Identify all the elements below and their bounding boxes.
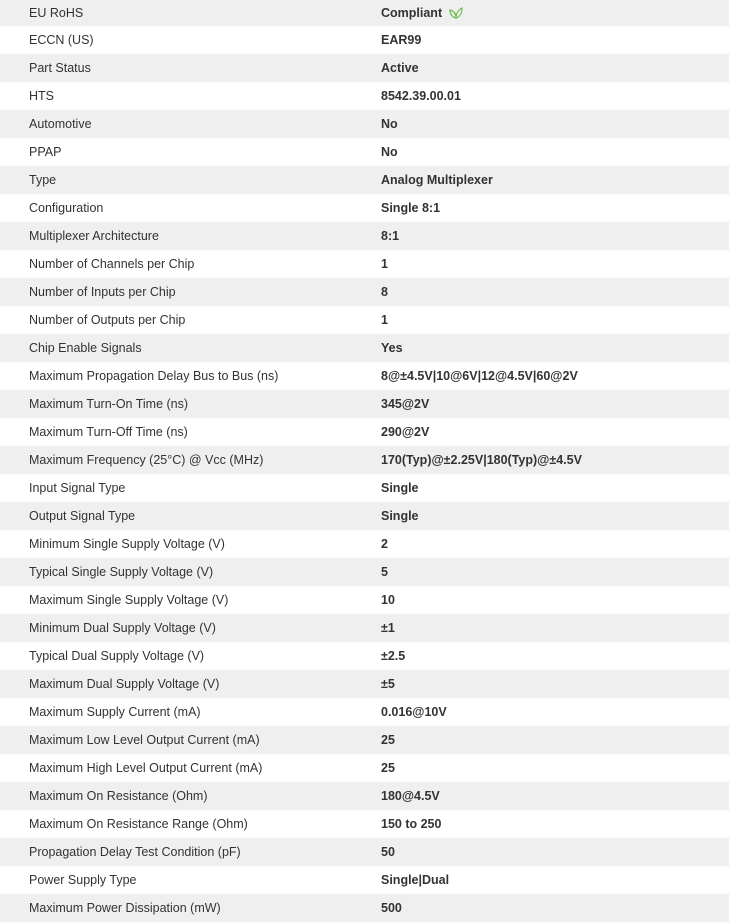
- spec-value: 8@±4.5V|10@6V|12@4.5V|60@2V: [381, 362, 729, 390]
- spec-value: 8: [381, 278, 729, 306]
- spec-value: Yes: [381, 334, 729, 362]
- spec-label: Maximum Supply Current (mA): [0, 698, 381, 726]
- spec-value: 50: [381, 838, 729, 866]
- spec-row: [0, 502, 729, 530]
- spec-label: Maximum Single Supply Voltage (V): [0, 586, 381, 614]
- spec-row: [0, 222, 729, 250]
- spec-label: Minimum Dual Supply Voltage (V): [0, 614, 381, 642]
- spec-value: 150 to 250: [381, 810, 729, 838]
- spec-row: [0, 278, 729, 306]
- spec-row: [0, 614, 729, 642]
- spec-label: Power Supply Type: [0, 866, 381, 894]
- spec-value: 2: [381, 530, 729, 558]
- spec-label: HTS: [0, 82, 381, 110]
- spec-label: Maximum On Resistance Range (Ohm): [0, 810, 381, 838]
- spec-row: [0, 642, 729, 670]
- spec-label: Automotive: [0, 110, 381, 138]
- spec-value: 180@4.5V: [381, 782, 729, 810]
- spec-value: ±5: [381, 670, 729, 698]
- spec-value: 25: [381, 754, 729, 782]
- spec-value: ±2.5: [381, 642, 729, 670]
- spec-row: [0, 82, 729, 110]
- spec-value: Single 8:1: [381, 194, 729, 222]
- spec-value: 0.016@10V: [381, 698, 729, 726]
- spec-row: [0, 306, 729, 334]
- spec-row: [0, 194, 729, 222]
- spec-row: [0, 530, 729, 558]
- spec-label: Maximum Turn-On Time (ns): [0, 390, 381, 418]
- spec-value: 290@2V: [381, 418, 729, 446]
- spec-row: [0, 446, 729, 474]
- spec-value: 8542.39.00.01: [381, 82, 729, 110]
- spec-label: Chip Enable Signals: [0, 334, 381, 362]
- spec-row: [0, 250, 729, 278]
- spec-row: [0, 586, 729, 614]
- spec-value: Single|Dual: [381, 866, 729, 894]
- spec-value: 25: [381, 726, 729, 754]
- leaf-icon: [449, 7, 463, 19]
- spec-label: Maximum Frequency (25°C) @ Vcc (MHz): [0, 446, 381, 474]
- spec-value: Single: [381, 474, 729, 502]
- spec-row: [0, 474, 729, 502]
- spec-label: Maximum Power Dissipation (mW): [0, 894, 381, 922]
- spec-row: [0, 558, 729, 586]
- spec-value: 1: [381, 306, 729, 334]
- spec-row: [0, 418, 729, 446]
- spec-row-eu-rohs: [0, 0, 729, 26]
- spec-row: [0, 670, 729, 698]
- spec-value: 170(Typ)@±2.25V|180(Typ)@±4.5V: [381, 446, 729, 474]
- spec-label: Typical Single Supply Voltage (V): [0, 558, 381, 586]
- spec-row: [0, 362, 729, 390]
- spec-value: Analog Multiplexer: [381, 166, 729, 194]
- spec-row: [0, 54, 729, 82]
- spec-row: [0, 810, 729, 838]
- spec-label: Number of Channels per Chip: [0, 250, 381, 278]
- spec-label: Output Signal Type: [0, 502, 381, 530]
- spec-label: Maximum Turn-Off Time (ns): [0, 418, 381, 446]
- spec-label: Maximum Propagation Delay Bus to Bus (ns): [0, 362, 381, 390]
- spec-value: EAR99: [381, 26, 729, 54]
- spec-label: Configuration: [0, 194, 381, 222]
- spec-label: EU RoHS: [0, 0, 381, 26]
- spec-label: PPAP: [0, 138, 381, 166]
- spec-value: Single: [381, 502, 729, 530]
- spec-label: Maximum Low Level Output Current (mA): [0, 726, 381, 754]
- spec-value: ±1: [381, 614, 729, 642]
- spec-row: [0, 166, 729, 194]
- spec-value: 5: [381, 558, 729, 586]
- spec-label: ECCN (US): [0, 26, 381, 54]
- spec-value: 1: [381, 250, 729, 278]
- spec-value: 345@2V: [381, 390, 729, 418]
- spec-row: [0, 894, 729, 922]
- spec-label: Maximum Dual Supply Voltage (V): [0, 670, 381, 698]
- spec-label: Number of Inputs per Chip: [0, 278, 381, 306]
- spec-row: [0, 110, 729, 138]
- spec-value-cell: [381, 0, 729, 26]
- spec-label: Input Signal Type: [0, 474, 381, 502]
- spec-row: [0, 726, 729, 754]
- spec-label: Maximum On Resistance (Ohm): [0, 782, 381, 810]
- spec-row: [0, 866, 729, 894]
- spec-row: [0, 138, 729, 166]
- spec-value: Compliant: [381, 6, 443, 20]
- spec-label: Minimum Single Supply Voltage (V): [0, 530, 381, 558]
- spec-value: Active: [381, 54, 729, 82]
- spec-value: 500: [381, 894, 729, 922]
- spec-value: 8:1: [381, 222, 729, 250]
- spec-value: No: [381, 110, 729, 138]
- spec-row: [0, 754, 729, 782]
- spec-label: Multiplexer Architecture: [0, 222, 381, 250]
- spec-label: Number of Outputs per Chip: [0, 306, 381, 334]
- spec-label: Type: [0, 166, 381, 194]
- spec-row: [0, 838, 729, 866]
- spec-value: 10: [381, 586, 729, 614]
- spec-label: Maximum High Level Output Current (mA): [0, 754, 381, 782]
- spec-label: Typical Dual Supply Voltage (V): [0, 642, 381, 670]
- spec-row: [0, 698, 729, 726]
- spec-row: [0, 334, 729, 362]
- spec-row: [0, 26, 729, 54]
- spec-row: [0, 390, 729, 418]
- spec-row: [0, 782, 729, 810]
- spec-label: Part Status: [0, 54, 381, 82]
- spec-label: Propagation Delay Test Condition (pF): [0, 838, 381, 866]
- spec-value: No: [381, 138, 729, 166]
